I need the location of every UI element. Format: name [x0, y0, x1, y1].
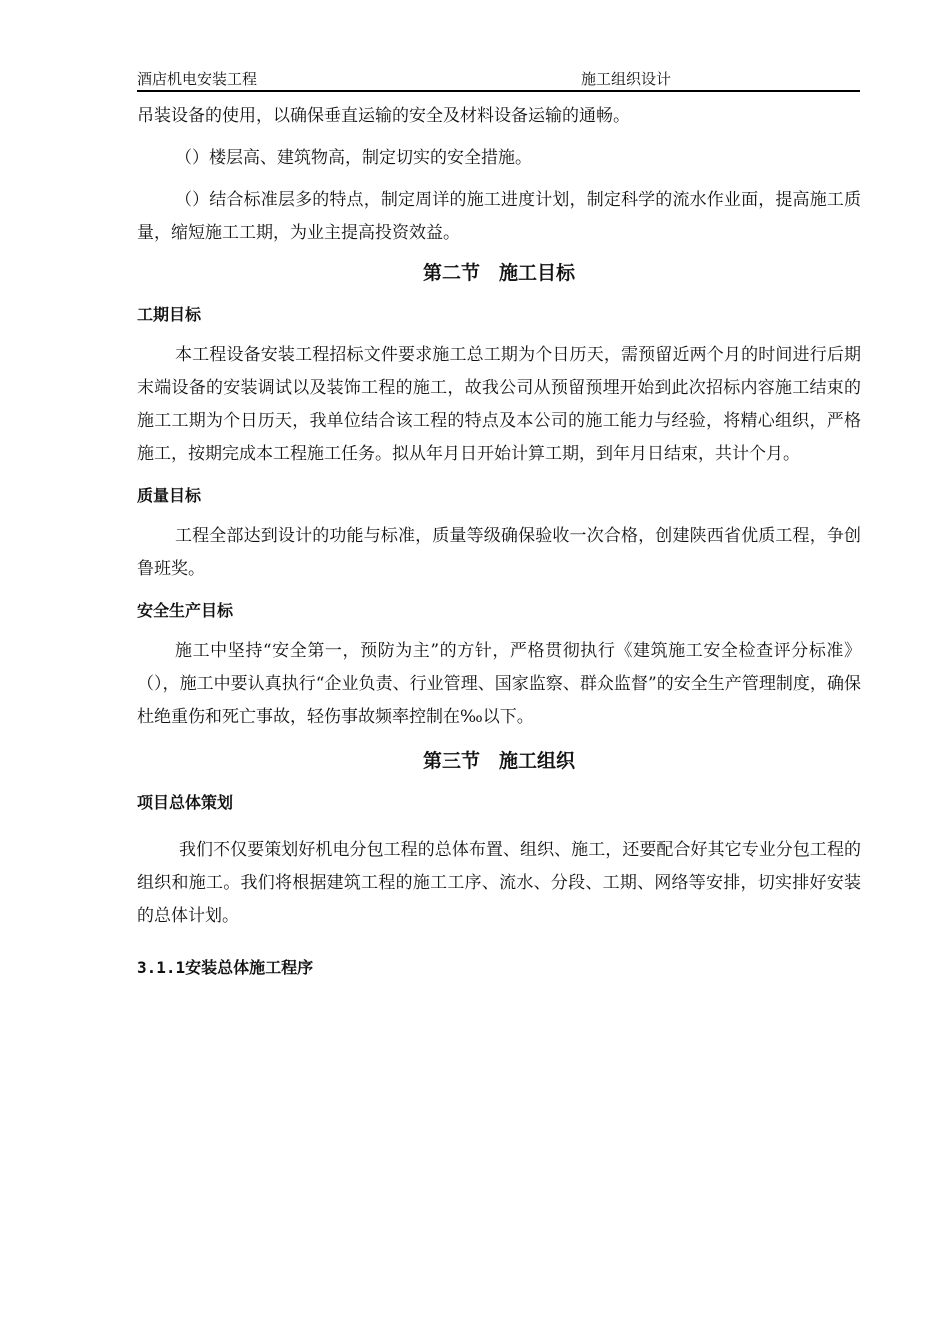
schedule-heading: 工期目标	[137, 305, 202, 324]
safety-heading: 安全生产目标	[137, 601, 234, 620]
subsection-heading: 3.1.1安装总体施工程序	[137, 958, 314, 977]
header-project-title: 酒店机电安装工程	[137, 70, 258, 88]
intro-item-2: （）结合标准层多的特点，制定周详的施工进度计划，制定科学的流水作业面，提高施工质量，缩短施工工期，为业主提高投资效益。	[137, 190, 861, 243]
intro-item-1: （）楼层高、建筑物高，制定切实的安全措施。	[175, 148, 532, 168]
quality-paragraph: 工程全部达到设计的功能与标准，质量等级确保验收一次合格，创建陕西省优质工程，争创鲁班奖。	[137, 526, 861, 579]
header-document-title: 施工组织设计	[581, 70, 672, 88]
section-3-title: 第三节 施工组织	[422, 750, 575, 772]
schedule-paragraph: 本工程设备安装工程招标文件要求施工总工期为个日历天，需预留近两个月的时间进行后期末端设备的安装调试以及装饰工程的施工，故我公司从预留预埋开始到此次招标内容施工结束的施工工期为个日历天，我单位结合该工程的特点及本公司的施工能力与经验，将精心组织，严格施工，按期完成本工程施工任务。拟从年月日开始计算工期，到年月日结束，共计个月。	[137, 345, 861, 464]
page-body	[137, 100, 861, 983]
planning-heading: 项目总体策划	[137, 793, 234, 812]
intro-continuation: 吊装设备的使用，以确保垂直运输的安全及材料设备运输的通畅。	[137, 106, 630, 126]
page-header	[137, 68, 860, 92]
quality-heading: 质量目标	[137, 486, 202, 505]
planning-paragraph: 我们不仅要策划好机电分包工程的总体布置、组织、施工，还要配合好其它专业分包工程的组织和施工。我们将根据建筑工程的施工工序、流水、分段、工期、网络等安排，切实排好安装的总体计划。	[137, 840, 861, 926]
section-2-title: 第二节 施工目标	[422, 262, 575, 284]
safety-paragraph: 施工中坚持“安全第一，预防为主”的方针，严格贯彻执行《建筑施工安全检查评分标准》（），施工中要认真执行“企业负责、行业管理、国家监察、群众监督”的安全生产管理制度，确保杜绝重伤和死亡事故，轻伤事故频率控制在‰以下。	[137, 641, 861, 727]
